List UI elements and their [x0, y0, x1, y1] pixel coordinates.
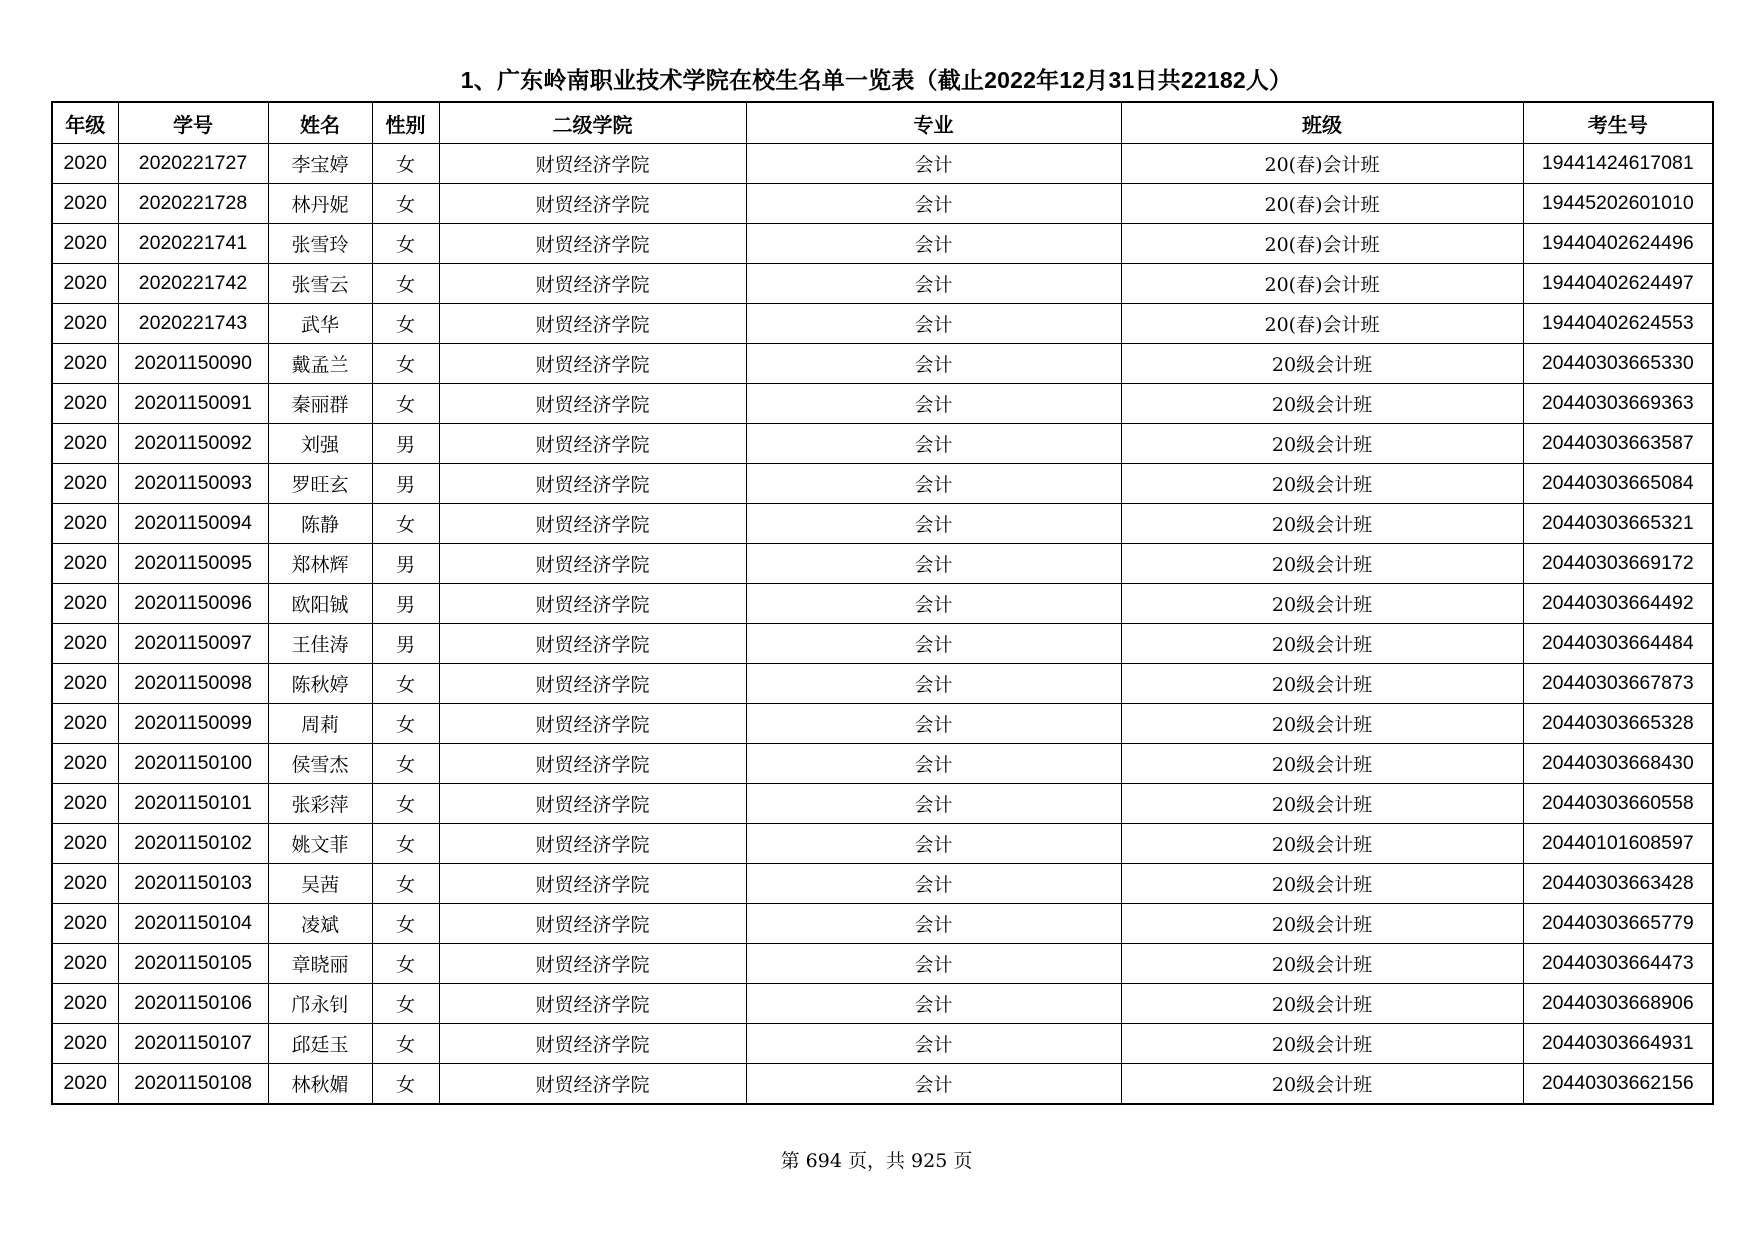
column-header-major: 专业	[746, 102, 1121, 144]
cell-exam-id: 20440303667873	[1523, 664, 1713, 704]
table-row	[52, 704, 1713, 744]
cell-gender: 女	[372, 144, 439, 184]
cell-gender: 女	[372, 784, 439, 824]
cell-name: 吴茜	[268, 864, 372, 904]
cell-major: 会计	[746, 344, 1121, 384]
cell-student-id: 20201150099	[118, 704, 268, 744]
cell-grade: 2020	[52, 304, 118, 344]
cell-exam-id: 20440303664473	[1523, 944, 1713, 984]
cell-gender: 女	[372, 384, 439, 424]
column-header-college: 二级学院	[439, 102, 746, 144]
cell-gender: 女	[372, 504, 439, 544]
cell-exam-id: 20440303665321	[1523, 504, 1713, 544]
cell-name: 邝永钊	[268, 984, 372, 1024]
student-roster-table	[51, 101, 1714, 1105]
cell-name: 张彩萍	[268, 784, 372, 824]
cell-name: 欧阳铖	[268, 584, 372, 624]
table-row	[52, 384, 1713, 424]
cell-major: 会计	[746, 744, 1121, 784]
table-row	[52, 944, 1713, 984]
cell-student-id: 20201150093	[118, 464, 268, 504]
cell-student-id: 20201150097	[118, 624, 268, 664]
cell-college: 财贸经济学院	[439, 704, 746, 744]
table-row	[52, 664, 1713, 704]
cell-college: 财贸经济学院	[439, 1064, 746, 1105]
column-header-grade: 年级	[52, 102, 118, 144]
cell-exam-id: 20440303663587	[1523, 424, 1713, 464]
cell-class: 20级会计班	[1121, 824, 1523, 864]
cell-gender: 女	[372, 904, 439, 944]
cell-exam-id: 20440303668430	[1523, 744, 1713, 784]
cell-exam-id: 20440303664931	[1523, 1024, 1713, 1064]
cell-college: 财贸经济学院	[439, 744, 746, 784]
cell-major: 会计	[746, 864, 1121, 904]
cell-grade: 2020	[52, 1064, 118, 1105]
table-row	[52, 1024, 1713, 1064]
cell-name: 李宝婷	[268, 144, 372, 184]
table-row	[52, 184, 1713, 224]
cell-name: 陈秋婷	[268, 664, 372, 704]
cell-class: 20级会计班	[1121, 624, 1523, 664]
cell-student-id: 20201150107	[118, 1024, 268, 1064]
cell-grade: 2020	[52, 744, 118, 784]
cell-grade: 2020	[52, 184, 118, 224]
cell-student-id: 2020221742	[118, 264, 268, 304]
cell-name: 张雪云	[268, 264, 372, 304]
cell-major: 会计	[746, 304, 1121, 344]
table-row	[52, 344, 1713, 384]
table-row	[52, 264, 1713, 304]
cell-major: 会计	[746, 1024, 1121, 1064]
table-row	[52, 424, 1713, 464]
cell-grade: 2020	[52, 784, 118, 824]
cell-major: 会计	[746, 224, 1121, 264]
cell-grade: 2020	[52, 344, 118, 384]
cell-college: 财贸经济学院	[439, 1024, 746, 1064]
cell-gender: 女	[372, 944, 439, 984]
table-row	[52, 904, 1713, 944]
table-row	[52, 504, 1713, 544]
cell-exam-id: 20440101608597	[1523, 824, 1713, 864]
cell-exam-id: 20440303665328	[1523, 704, 1713, 744]
cell-grade: 2020	[52, 424, 118, 464]
cell-major: 会计	[746, 464, 1121, 504]
cell-student-id: 2020221741	[118, 224, 268, 264]
column-header-gender: 性别	[372, 102, 439, 144]
cell-name: 郑林辉	[268, 544, 372, 584]
cell-major: 会计	[746, 664, 1121, 704]
cell-college: 财贸经济学院	[439, 624, 746, 664]
cell-class: 20级会计班	[1121, 344, 1523, 384]
cell-college: 财贸经济学院	[439, 544, 746, 584]
cell-major: 会计	[746, 824, 1121, 864]
cell-class: 20级会计班	[1121, 464, 1523, 504]
cell-college: 财贸经济学院	[439, 384, 746, 424]
cell-name: 邱廷玉	[268, 1024, 372, 1064]
cell-major: 会计	[746, 944, 1121, 984]
cell-grade: 2020	[52, 504, 118, 544]
cell-major: 会计	[746, 984, 1121, 1024]
cell-grade: 2020	[52, 864, 118, 904]
cell-name: 张雪玲	[268, 224, 372, 264]
cell-grade: 2020	[52, 544, 118, 584]
cell-major: 会计	[746, 784, 1121, 824]
cell-class: 20级会计班	[1121, 664, 1523, 704]
cell-class: 20(春)会计班	[1121, 264, 1523, 304]
cell-student-id: 20201150098	[118, 664, 268, 704]
page-footer: 第 694 页，共 925 页	[780, 1150, 973, 1172]
table-row	[52, 784, 1713, 824]
cell-exam-id: 20440303665084	[1523, 464, 1713, 504]
cell-exam-id: 19445202601010	[1523, 184, 1713, 224]
cell-grade: 2020	[52, 144, 118, 184]
cell-major: 会计	[746, 384, 1121, 424]
cell-name: 姚文菲	[268, 824, 372, 864]
cell-student-id: 2020221743	[118, 304, 268, 344]
cell-name: 王佳涛	[268, 624, 372, 664]
cell-name: 周莉	[268, 704, 372, 744]
cell-college: 财贸经济学院	[439, 264, 746, 304]
cell-exam-id: 20440303669172	[1523, 544, 1713, 584]
cell-gender: 女	[372, 344, 439, 384]
cell-major: 会计	[746, 584, 1121, 624]
cell-name: 林丹妮	[268, 184, 372, 224]
cell-gender: 女	[372, 264, 439, 304]
cell-college: 财贸经济学院	[439, 464, 746, 504]
cell-grade: 2020	[52, 904, 118, 944]
cell-gender: 女	[372, 224, 439, 264]
cell-exam-id: 19441424617081	[1523, 144, 1713, 184]
page-title: 1、广东岭南职业技术学院在校生名单一览表（截止2022年12月31日共22182人）	[460, 67, 1293, 93]
cell-exam-id: 20440303662156	[1523, 1064, 1713, 1105]
cell-grade: 2020	[52, 944, 118, 984]
cell-gender: 男	[372, 544, 439, 584]
cell-gender: 女	[372, 1024, 439, 1064]
table-row	[52, 584, 1713, 624]
column-header-exam-id: 考生号	[1523, 102, 1713, 144]
cell-college: 财贸经济学院	[439, 224, 746, 264]
cell-class: 20(春)会计班	[1121, 224, 1523, 264]
cell-gender: 男	[372, 424, 439, 464]
cell-gender: 女	[372, 704, 439, 744]
cell-major: 会计	[746, 504, 1121, 544]
cell-class: 20级会计班	[1121, 744, 1523, 784]
cell-exam-id: 20440303668906	[1523, 984, 1713, 1024]
cell-class: 20级会计班	[1121, 984, 1523, 1024]
cell-student-id: 20201150095	[118, 544, 268, 584]
cell-gender: 女	[372, 1064, 439, 1105]
cell-class: 20级会计班	[1121, 784, 1523, 824]
cell-grade: 2020	[52, 584, 118, 624]
cell-class: 20(春)会计班	[1121, 144, 1523, 184]
cell-class: 20级会计班	[1121, 1024, 1523, 1064]
column-header-class: 班级	[1121, 102, 1523, 144]
table-row	[52, 544, 1713, 584]
cell-exam-id: 19440402624497	[1523, 264, 1713, 304]
cell-student-id: 20201150092	[118, 424, 268, 464]
cell-grade: 2020	[52, 264, 118, 304]
table-row	[52, 824, 1713, 864]
cell-student-id: 20201150103	[118, 864, 268, 904]
cell-major: 会计	[746, 264, 1121, 304]
table-row	[52, 224, 1713, 264]
cell-student-id: 20201150102	[118, 824, 268, 864]
cell-name: 章晓丽	[268, 944, 372, 984]
cell-college: 财贸经济学院	[439, 584, 746, 624]
cell-major: 会计	[746, 624, 1121, 664]
cell-class: 20(春)会计班	[1121, 304, 1523, 344]
cell-exam-id: 20440303664484	[1523, 624, 1713, 664]
cell-student-id: 20201150101	[118, 784, 268, 824]
cell-college: 财贸经济学院	[439, 904, 746, 944]
cell-college: 财贸经济学院	[439, 864, 746, 904]
cell-student-id: 20201150100	[118, 744, 268, 784]
cell-major: 会计	[746, 544, 1121, 584]
cell-gender: 女	[372, 864, 439, 904]
cell-student-id: 20201150108	[118, 1064, 268, 1105]
cell-major: 会计	[746, 1064, 1121, 1105]
cell-name: 林秋媚	[268, 1064, 372, 1105]
cell-student-id: 20201150094	[118, 504, 268, 544]
cell-student-id: 2020221727	[118, 144, 268, 184]
cell-gender: 男	[372, 464, 439, 504]
cell-student-id: 20201150090	[118, 344, 268, 384]
cell-college: 财贸经济学院	[439, 424, 746, 464]
cell-grade: 2020	[52, 384, 118, 424]
cell-class: 20级会计班	[1121, 904, 1523, 944]
cell-grade: 2020	[52, 704, 118, 744]
cell-college: 财贸经济学院	[439, 144, 746, 184]
cell-grade: 2020	[52, 624, 118, 664]
cell-name: 陈静	[268, 504, 372, 544]
table-header-row	[52, 102, 1713, 144]
cell-class: 20级会计班	[1121, 1064, 1523, 1105]
cell-class: 20级会计班	[1121, 864, 1523, 904]
cell-grade: 2020	[52, 1024, 118, 1064]
cell-major: 会计	[746, 144, 1121, 184]
cell-class: 20级会计班	[1121, 944, 1523, 984]
cell-gender: 女	[372, 304, 439, 344]
cell-exam-id: 20440303669363	[1523, 384, 1713, 424]
cell-college: 财贸经济学院	[439, 184, 746, 224]
cell-student-id: 20201150096	[118, 584, 268, 624]
table-row	[52, 464, 1713, 504]
cell-college: 财贸经济学院	[439, 344, 746, 384]
cell-exam-id: 20440303665779	[1523, 904, 1713, 944]
cell-gender: 女	[372, 664, 439, 704]
cell-exam-id: 20440303660558	[1523, 784, 1713, 824]
cell-class: 20级会计班	[1121, 384, 1523, 424]
cell-exam-id: 19440402624496	[1523, 224, 1713, 264]
cell-college: 财贸经济学院	[439, 984, 746, 1024]
cell-gender: 女	[372, 744, 439, 784]
cell-exam-id: 19440402624553	[1523, 304, 1713, 344]
cell-exam-id: 20440303664492	[1523, 584, 1713, 624]
cell-college: 财贸经济学院	[439, 944, 746, 984]
cell-name: 武华	[268, 304, 372, 344]
cell-grade: 2020	[52, 824, 118, 864]
cell-college: 财贸经济学院	[439, 504, 746, 544]
cell-class: 20级会计班	[1121, 544, 1523, 584]
table-row	[52, 864, 1713, 904]
cell-name: 刘强	[268, 424, 372, 464]
column-header-name: 姓名	[268, 102, 372, 144]
cell-student-id: 20201150104	[118, 904, 268, 944]
cell-grade: 2020	[52, 664, 118, 704]
cell-grade: 2020	[52, 224, 118, 264]
cell-gender: 女	[372, 824, 439, 864]
cell-name: 罗旺玄	[268, 464, 372, 504]
cell-class: 20级会计班	[1121, 704, 1523, 744]
cell-class: 20级会计班	[1121, 504, 1523, 544]
table-row	[52, 144, 1713, 184]
cell-major: 会计	[746, 184, 1121, 224]
cell-class: 20(春)会计班	[1121, 184, 1523, 224]
cell-college: 财贸经济学院	[439, 824, 746, 864]
table-body	[52, 144, 1713, 1105]
cell-student-id: 2020221728	[118, 184, 268, 224]
cell-college: 财贸经济学院	[439, 664, 746, 704]
cell-gender: 女	[372, 984, 439, 1024]
cell-gender: 男	[372, 624, 439, 664]
cell-major: 会计	[746, 424, 1121, 464]
cell-exam-id: 20440303665330	[1523, 344, 1713, 384]
table-row	[52, 1064, 1713, 1105]
cell-grade: 2020	[52, 464, 118, 504]
table-row	[52, 624, 1713, 664]
cell-major: 会计	[746, 904, 1121, 944]
table-row	[52, 304, 1713, 344]
cell-gender: 男	[372, 584, 439, 624]
cell-class: 20级会计班	[1121, 584, 1523, 624]
cell-exam-id: 20440303663428	[1523, 864, 1713, 904]
cell-college: 财贸经济学院	[439, 784, 746, 824]
cell-name: 侯雪杰	[268, 744, 372, 784]
column-header-student-id: 学号	[118, 102, 268, 144]
cell-gender: 女	[372, 184, 439, 224]
cell-student-id: 20201150106	[118, 984, 268, 1024]
cell-class: 20级会计班	[1121, 424, 1523, 464]
cell-name: 戴孟兰	[268, 344, 372, 384]
cell-major: 会计	[746, 704, 1121, 744]
table-row	[52, 744, 1713, 784]
cell-student-id: 20201150105	[118, 944, 268, 984]
cell-name: 凌斌	[268, 904, 372, 944]
table-row	[52, 984, 1713, 1024]
cell-grade: 2020	[52, 984, 118, 1024]
cell-name: 秦丽群	[268, 384, 372, 424]
cell-student-id: 20201150091	[118, 384, 268, 424]
cell-college: 财贸经济学院	[439, 304, 746, 344]
